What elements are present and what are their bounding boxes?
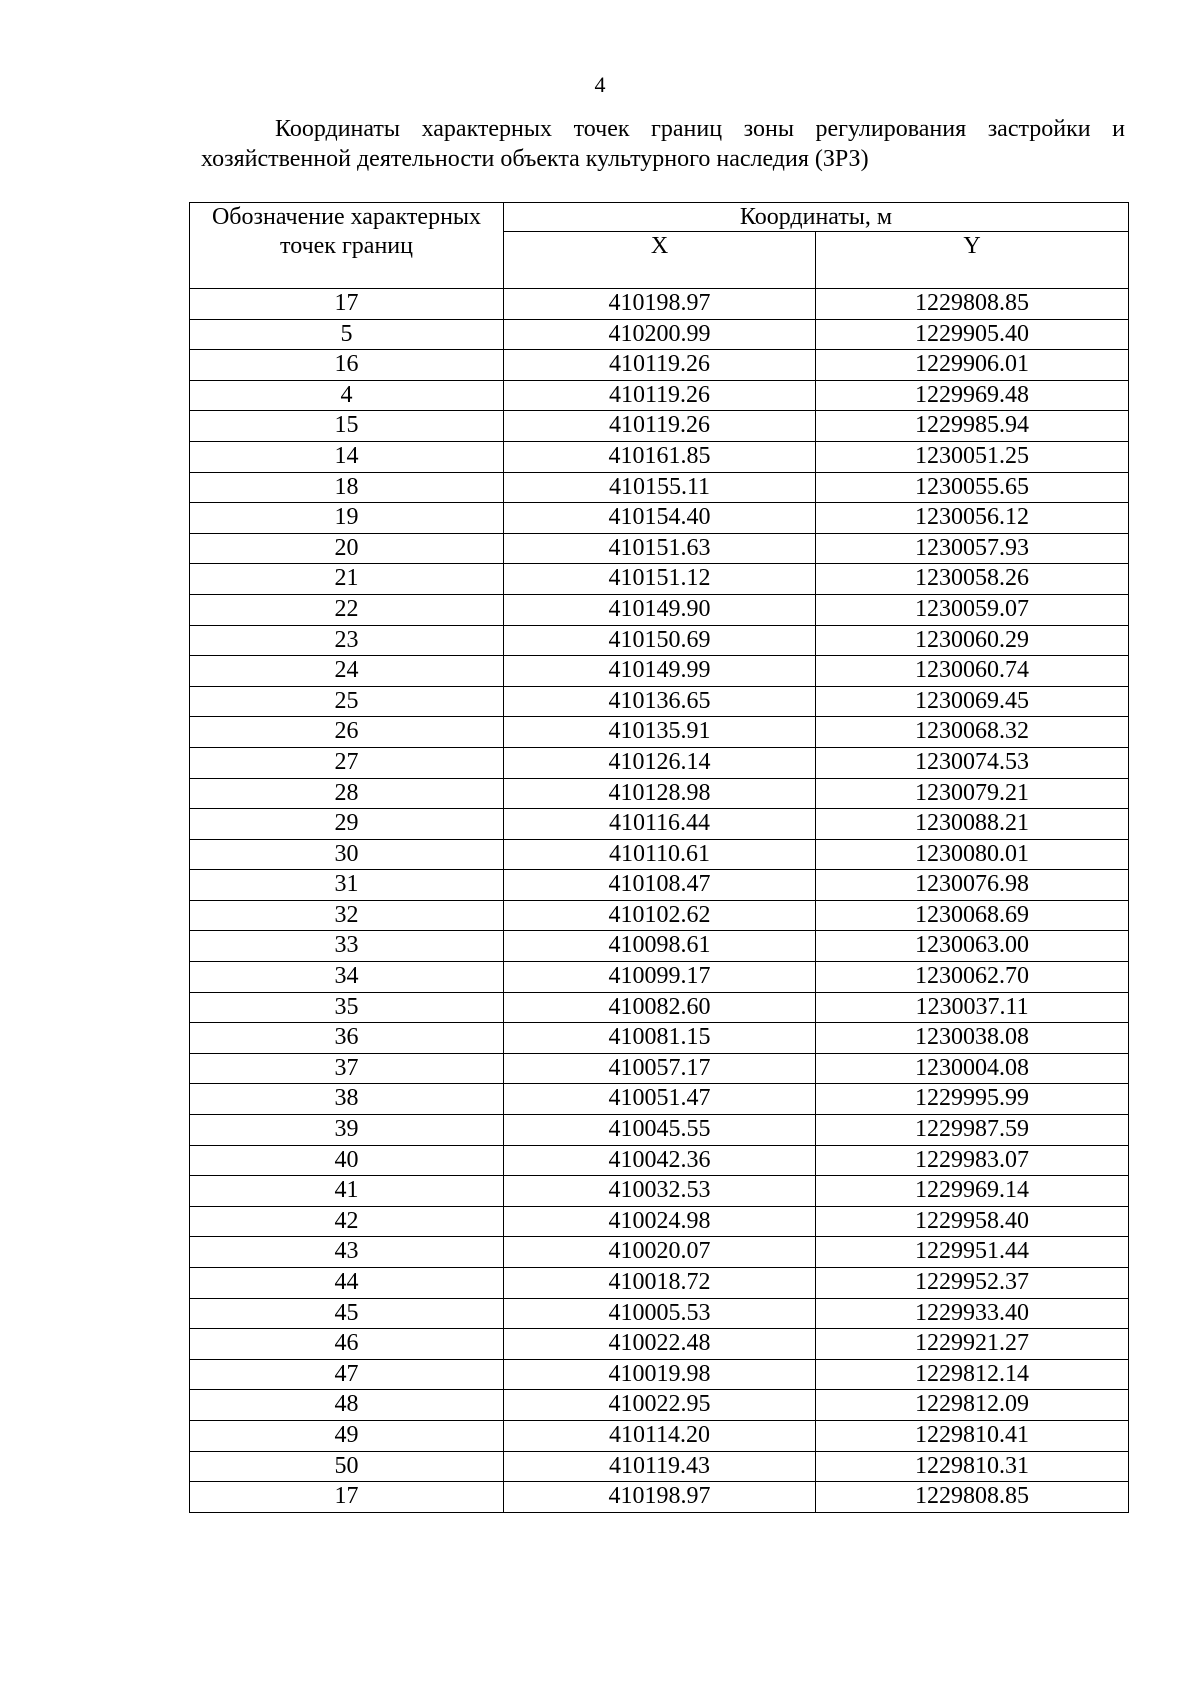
cell-point: 38 xyxy=(190,1084,504,1115)
cell-point: 47 xyxy=(190,1359,504,1390)
cell-y: 1229810.31 xyxy=(816,1451,1129,1482)
cell-x: 410051.47 xyxy=(504,1084,816,1115)
header-x: X xyxy=(504,232,816,289)
cell-x: 410119.26 xyxy=(504,350,816,381)
cell-y: 1229812.09 xyxy=(816,1390,1129,1421)
table-row xyxy=(190,1390,1129,1421)
cell-x: 410198.97 xyxy=(504,1482,816,1513)
cell-point: 45 xyxy=(190,1298,504,1329)
cell-y: 1229958.40 xyxy=(816,1206,1129,1237)
table-row xyxy=(190,1451,1129,1482)
cell-x: 410136.65 xyxy=(504,686,816,717)
table-row xyxy=(190,594,1129,625)
cell-y: 1230051.25 xyxy=(816,441,1129,472)
cell-x: 410149.99 xyxy=(504,656,816,687)
cell-x: 410081.15 xyxy=(504,1023,816,1054)
cell-x: 410024.98 xyxy=(504,1206,816,1237)
table-row xyxy=(190,411,1129,442)
cell-y: 1229987.59 xyxy=(816,1115,1129,1146)
cell-point: 43 xyxy=(190,1237,504,1268)
cell-x: 410151.12 xyxy=(504,564,816,595)
cell-x: 410108.47 xyxy=(504,870,816,901)
cell-point: 36 xyxy=(190,1023,504,1054)
cell-y: 1229985.94 xyxy=(816,411,1129,442)
table-row xyxy=(190,1298,1129,1329)
cell-point: 21 xyxy=(190,564,504,595)
cell-x: 410022.95 xyxy=(504,1390,816,1421)
cell-y: 1230059.07 xyxy=(816,594,1129,625)
cell-y: 1230076.98 xyxy=(816,870,1129,901)
table-row xyxy=(190,380,1129,411)
cell-point: 27 xyxy=(190,747,504,778)
cell-y: 1230057.93 xyxy=(816,533,1129,564)
cell-point: 19 xyxy=(190,503,504,534)
cell-x: 410005.53 xyxy=(504,1298,816,1329)
cell-y: 1230004.08 xyxy=(816,1053,1129,1084)
table-row xyxy=(190,931,1129,962)
cell-y: 1230056.12 xyxy=(816,503,1129,534)
cell-x: 410057.17 xyxy=(504,1053,816,1084)
table-row xyxy=(190,625,1129,656)
cell-y: 1230060.29 xyxy=(816,625,1129,656)
page-number: 4 xyxy=(594,72,606,97)
cell-x: 410119.26 xyxy=(504,411,816,442)
cell-y: 1229951.44 xyxy=(816,1237,1129,1268)
cell-point: 26 xyxy=(190,717,504,748)
cell-x: 410019.98 xyxy=(504,1359,816,1390)
coordinates-table xyxy=(189,202,1129,1513)
cell-y: 1229808.85 xyxy=(816,289,1129,320)
cell-point: 15 xyxy=(190,411,504,442)
cell-y: 1230055.65 xyxy=(816,472,1129,503)
table-row xyxy=(190,289,1129,320)
cell-x: 410119.26 xyxy=(504,380,816,411)
document-heading: Координаты характерных точек границ зоны регулирования застройки и хозяйственной деятельности объекта культурного наследия (ЗРЗ) xyxy=(201,116,1125,172)
cell-y: 1229808.85 xyxy=(816,1482,1129,1513)
cell-point: 22 xyxy=(190,594,504,625)
cell-point: 18 xyxy=(190,472,504,503)
table-row xyxy=(190,350,1129,381)
cell-y: 1230079.21 xyxy=(816,778,1129,809)
cell-y: 1230074.53 xyxy=(816,747,1129,778)
cell-x: 410150.69 xyxy=(504,625,816,656)
cell-point: 31 xyxy=(190,870,504,901)
cell-point: 17 xyxy=(190,1482,504,1513)
cell-y: 1230037.11 xyxy=(816,992,1129,1023)
cell-point: 49 xyxy=(190,1420,504,1451)
table-row xyxy=(190,900,1129,931)
table-row xyxy=(190,1145,1129,1176)
cell-y: 1229983.07 xyxy=(816,1145,1129,1176)
cell-x: 410155.11 xyxy=(504,472,816,503)
cell-point: 44 xyxy=(190,1268,504,1299)
cell-point: 48 xyxy=(190,1390,504,1421)
cell-x: 410018.72 xyxy=(504,1268,816,1299)
table-row xyxy=(190,962,1129,993)
cell-point: 41 xyxy=(190,1176,504,1207)
cell-x: 410082.60 xyxy=(504,992,816,1023)
cell-y: 1230063.00 xyxy=(816,931,1129,962)
cell-point: 25 xyxy=(190,686,504,717)
cell-y: 1229921.27 xyxy=(816,1329,1129,1360)
cell-x: 410042.36 xyxy=(504,1145,816,1176)
table-row xyxy=(190,472,1129,503)
table-row xyxy=(190,839,1129,870)
table-row xyxy=(190,441,1129,472)
cell-y: 1230068.32 xyxy=(816,717,1129,748)
cell-x: 410102.62 xyxy=(504,900,816,931)
cell-point: 24 xyxy=(190,656,504,687)
cell-point: 33 xyxy=(190,931,504,962)
cell-y: 1230068.69 xyxy=(816,900,1129,931)
cell-x: 410098.61 xyxy=(504,931,816,962)
table-row xyxy=(190,1053,1129,1084)
table-body xyxy=(190,289,1129,1513)
cell-point: 14 xyxy=(190,441,504,472)
cell-point: 5 xyxy=(190,319,504,350)
cell-point: 17 xyxy=(190,289,504,320)
cell-y: 1230069.45 xyxy=(816,686,1129,717)
table-row xyxy=(190,686,1129,717)
cell-x: 410114.20 xyxy=(504,1420,816,1451)
table-row xyxy=(190,778,1129,809)
cell-x: 410149.90 xyxy=(504,594,816,625)
cell-x: 410126.14 xyxy=(504,747,816,778)
cell-point: 20 xyxy=(190,533,504,564)
header-designation: Обозначение характерных точек границ xyxy=(190,203,504,289)
table-row xyxy=(190,319,1129,350)
cell-x: 410128.98 xyxy=(504,778,816,809)
table-row xyxy=(190,992,1129,1023)
cell-y: 1229810.41 xyxy=(816,1420,1129,1451)
cell-point: 16 xyxy=(190,350,504,381)
table-row xyxy=(190,1420,1129,1451)
cell-y: 1230080.01 xyxy=(816,839,1129,870)
table-row xyxy=(190,1176,1129,1207)
cell-point: 37 xyxy=(190,1053,504,1084)
cell-point: 29 xyxy=(190,809,504,840)
cell-x: 410154.40 xyxy=(504,503,816,534)
cell-y: 1229812.14 xyxy=(816,1359,1129,1390)
cell-point: 4 xyxy=(190,380,504,411)
table-row xyxy=(190,1206,1129,1237)
table-row xyxy=(190,1023,1129,1054)
cell-point: 30 xyxy=(190,839,504,870)
header-y: Y xyxy=(816,232,1129,289)
cell-x: 410032.53 xyxy=(504,1176,816,1207)
cell-x: 410135.91 xyxy=(504,717,816,748)
table-row xyxy=(190,1329,1129,1360)
cell-y: 1230060.74 xyxy=(816,656,1129,687)
cell-x: 410161.85 xyxy=(504,441,816,472)
cell-y: 1229906.01 xyxy=(816,350,1129,381)
cell-point: 34 xyxy=(190,962,504,993)
table-row xyxy=(190,1084,1129,1115)
cell-y: 1229969.48 xyxy=(816,380,1129,411)
cell-point: 50 xyxy=(190,1451,504,1482)
table-row xyxy=(190,564,1129,595)
cell-x: 410200.99 xyxy=(504,319,816,350)
cell-y: 1230062.70 xyxy=(816,962,1129,993)
cell-point: 35 xyxy=(190,992,504,1023)
table-row xyxy=(190,656,1129,687)
cell-x: 410099.17 xyxy=(504,962,816,993)
table-row xyxy=(190,1359,1129,1390)
table-row xyxy=(190,747,1129,778)
cell-y: 1230038.08 xyxy=(816,1023,1129,1054)
cell-point: 40 xyxy=(190,1145,504,1176)
cell-y: 1230058.26 xyxy=(816,564,1129,595)
cell-point: 28 xyxy=(190,778,504,809)
cell-x: 410022.48 xyxy=(504,1329,816,1360)
cell-x: 410119.43 xyxy=(504,1451,816,1482)
cell-y: 1229952.37 xyxy=(816,1268,1129,1299)
table-header xyxy=(190,203,1129,289)
table-row xyxy=(190,1482,1129,1513)
table-row xyxy=(190,533,1129,564)
table-row xyxy=(190,870,1129,901)
cell-y: 1229905.40 xyxy=(816,319,1129,350)
cell-point: 32 xyxy=(190,900,504,931)
cell-point: 23 xyxy=(190,625,504,656)
cell-x: 410116.44 xyxy=(504,809,816,840)
table-row xyxy=(190,1268,1129,1299)
table-row xyxy=(190,1115,1129,1146)
cell-y: 1230088.21 xyxy=(816,809,1129,840)
cell-x: 410198.97 xyxy=(504,289,816,320)
cell-x: 410151.63 xyxy=(504,533,816,564)
cell-point: 46 xyxy=(190,1329,504,1360)
table-row xyxy=(190,809,1129,840)
header-coordinates: Координаты, м xyxy=(504,203,1129,232)
table-row xyxy=(190,717,1129,748)
cell-y: 1229933.40 xyxy=(816,1298,1129,1329)
table-row xyxy=(190,503,1129,534)
cell-point: 42 xyxy=(190,1206,504,1237)
cell-y: 1229969.14 xyxy=(816,1176,1129,1207)
cell-x: 410045.55 xyxy=(504,1115,816,1146)
table-row xyxy=(190,1237,1129,1268)
cell-x: 410110.61 xyxy=(504,839,816,870)
cell-y: 1229995.99 xyxy=(816,1084,1129,1115)
cell-x: 410020.07 xyxy=(504,1237,816,1268)
cell-point: 39 xyxy=(190,1115,504,1146)
